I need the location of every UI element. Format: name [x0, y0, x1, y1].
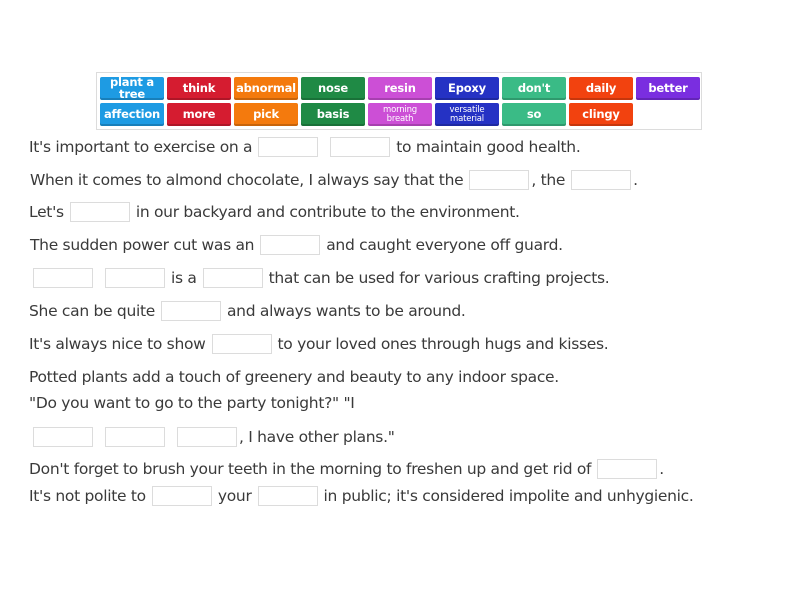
sentence-line	[29, 457, 664, 481]
word-tile[interactable]: abnormal	[234, 77, 298, 100]
sentence-line	[29, 391, 355, 415]
answer-blank[interactable]	[469, 170, 529, 190]
answer-blank[interactable]	[177, 427, 237, 447]
word-tile[interactable]: daily	[569, 77, 633, 100]
answer-blank[interactable]	[161, 301, 221, 321]
word-tile[interactable]: clingy	[569, 103, 633, 126]
sentence-text: your	[217, 487, 252, 505]
sentence-line	[29, 332, 608, 356]
sentence-text: It's important to exercise on a	[29, 138, 253, 156]
sentence-text: Potted plants add a touch of greenery and beauty to any indoor space.	[29, 368, 559, 386]
sentence-text: , the	[531, 171, 566, 189]
word-tile[interactable]: morning breath	[368, 103, 432, 126]
word-tile[interactable]: resin	[368, 77, 432, 100]
word-tile[interactable]: pick	[234, 103, 298, 126]
answer-blank[interactable]	[571, 170, 631, 190]
sentence-line	[29, 484, 694, 508]
sentence-text: The sudden power cut was an	[30, 236, 255, 254]
word-tile[interactable]: don't	[502, 77, 566, 100]
sentence-text: to your loved ones through hugs and kisses.	[277, 335, 609, 353]
sentence-line	[29, 365, 559, 389]
sentence-text: is a	[171, 269, 197, 287]
sentence-text: It's not polite to	[29, 487, 146, 505]
sentence-line	[29, 200, 520, 224]
answer-blank[interactable]	[203, 268, 263, 288]
answer-blank[interactable]	[105, 427, 165, 447]
sentence-line	[33, 425, 395, 449]
word-tile[interactable]: better	[636, 77, 700, 100]
sentence-line	[30, 168, 638, 192]
sentence-text: and caught everyone off guard.	[326, 236, 563, 254]
answer-blank[interactable]	[260, 235, 320, 255]
word-tile[interactable]: versatile material	[435, 103, 499, 126]
sentence-text: , I have other plans."	[239, 428, 395, 446]
answer-blank[interactable]	[258, 486, 318, 506]
sentence-text: in public; it's considered impolite and unhygienic.	[323, 487, 694, 505]
sentence-text: She can be quite	[29, 302, 155, 320]
answer-blank[interactable]	[33, 268, 93, 288]
sentence-line	[30, 233, 563, 257]
sentence-text: in our backyard and contribute to the environment.	[135, 203, 520, 221]
answer-blank[interactable]	[152, 486, 212, 506]
word-bank	[96, 72, 702, 130]
answer-blank[interactable]	[597, 459, 657, 479]
word-tile[interactable]: plant a tree	[100, 77, 164, 100]
answer-blank[interactable]	[258, 137, 318, 157]
answer-blank[interactable]	[70, 202, 130, 222]
answer-blank[interactable]	[105, 268, 165, 288]
word-tile[interactable]: so	[502, 103, 566, 126]
sentence-line	[29, 299, 466, 323]
word-tile[interactable]: affection	[100, 103, 164, 126]
sentence-text: and always wants to be around.	[226, 302, 466, 320]
sentence-text: .	[659, 460, 664, 478]
answer-blank[interactable]	[33, 427, 93, 447]
sentence-text: It's always nice to show	[29, 335, 206, 353]
answer-blank[interactable]	[330, 137, 390, 157]
word-tile[interactable]: think	[167, 77, 231, 100]
sentence-text: When it comes to almond chocolate, I always say that the	[30, 171, 464, 189]
word-tile[interactable]: more	[167, 103, 231, 126]
sentence-text: to maintain good health.	[396, 138, 581, 156]
sentence-text: "Do you want to go to the party tonight?" "I	[29, 394, 355, 412]
sentence-text: Let's	[29, 203, 64, 221]
sentence-text: Don't forget to brush your teeth in the morning to freshen up and get rid of	[29, 460, 592, 478]
sentence-line	[33, 266, 609, 290]
answer-blank[interactable]	[212, 334, 272, 354]
word-tile[interactable]: basis	[301, 103, 365, 126]
sentence-text: that can be used for various crafting projects.	[268, 269, 610, 287]
word-tile[interactable]: Epoxy	[435, 77, 499, 100]
word-tile[interactable]: nose	[301, 77, 365, 100]
sentence-line	[29, 135, 580, 159]
sentence-text: .	[633, 171, 638, 189]
